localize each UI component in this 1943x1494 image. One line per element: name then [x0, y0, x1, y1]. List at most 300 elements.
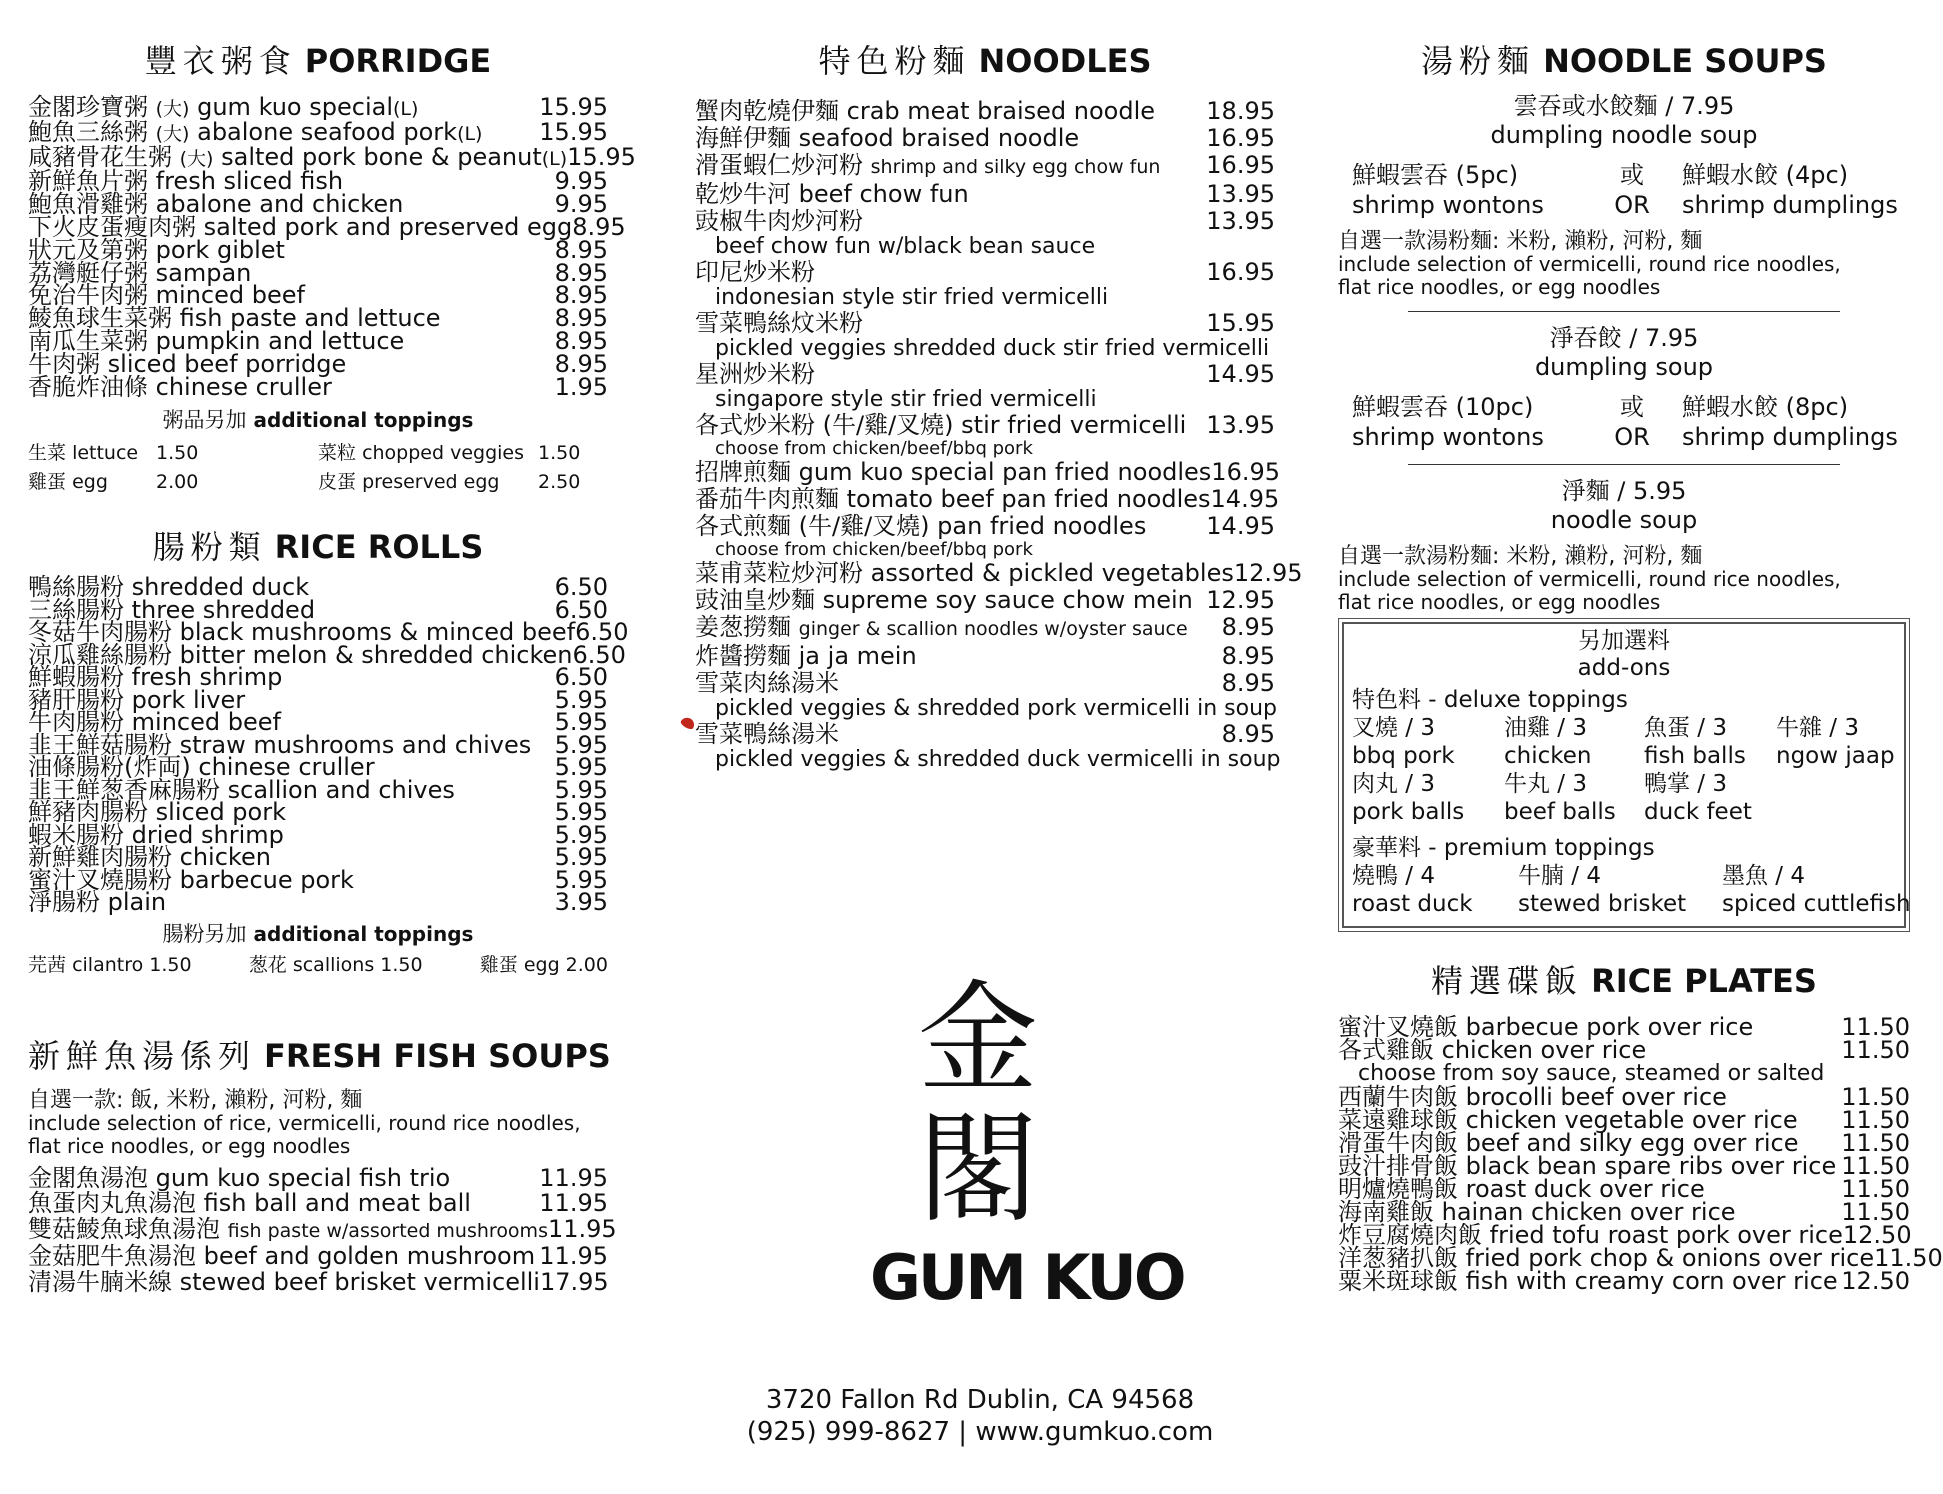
item-name-zh: 各式煎麵 (牛/雞/叉燒)	[695, 512, 930, 540]
dumpling-options	[1352, 160, 1910, 220]
menu-item-row	[695, 513, 1275, 540]
item-name-en: gum kuo special	[197, 93, 393, 121]
item-name-zh: 鮑魚三絲粥	[28, 117, 148, 146]
item-name	[28, 1191, 471, 1217]
item-name	[695, 614, 1188, 643]
item-name	[695, 310, 863, 337]
item-name-zh: 雙菇鯪魚球魚湯泡	[28, 1214, 220, 1243]
item-name	[695, 643, 917, 670]
item-price: 16.95	[1211, 458, 1281, 486]
item-name-en: seafood braised noodle	[798, 124, 1080, 152]
item-name	[28, 1244, 535, 1270]
item-name	[695, 486, 1211, 513]
middle-column	[695, 0, 1303, 772]
topping-item	[480, 950, 608, 977]
item-price: 13.95	[1206, 207, 1275, 235]
item-price: 15.95	[567, 142, 636, 171]
topping-item	[249, 950, 423, 977]
item-name-en: hainan chicken over rice	[1441, 1198, 1736, 1226]
item-name	[695, 98, 1155, 125]
noodle-soups-title-zh: 湯粉麵	[1421, 42, 1536, 80]
item-price: 11.50	[1841, 1106, 1910, 1134]
item-name-en: fried pork chop & onions over rice	[1465, 1244, 1875, 1272]
item-name-zh: 洋葱豬扒飯	[1338, 1244, 1458, 1272]
item-price: 8.95	[554, 258, 608, 287]
option1-zh: 鮮蝦雲吞 (5pc)	[1352, 161, 1519, 189]
fish-soups-note-zh: 自選一款: 飯, 米粉, 瀨粉, 河粉, 麵	[28, 1087, 363, 1113]
noodles-title-en: NOODLES	[978, 42, 1152, 80]
item-price: 8.95	[572, 212, 626, 241]
item-name-en: pork giblet	[155, 235, 285, 264]
menu-item-row	[28, 372, 608, 401]
menu-item-row	[695, 485, 1280, 513]
left-column	[28, 0, 636, 1296]
item-price: 11.50	[1841, 1152, 1910, 1180]
item-description: choose from soy sauce, steamed or salted	[1358, 1061, 1825, 1086]
premium-topping	[1352, 862, 1518, 918]
item-name	[28, 372, 332, 401]
item-price: 11.50	[1841, 1175, 1910, 1203]
deluxe-topping	[1644, 770, 1776, 826]
or-en: OR	[1614, 423, 1650, 451]
porridge-title-en: PORRIDGE	[304, 42, 492, 80]
topping-en: beef balls	[1504, 799, 1616, 825]
topping-item	[28, 440, 318, 467]
item-name	[695, 361, 815, 388]
item-name-en: brocolli beef over rice	[1465, 1083, 1727, 1111]
topping-name-zh: 雞蛋	[28, 471, 67, 494]
item-name-zh: 菜甫菜粒炒河粉	[695, 559, 863, 587]
item-name-en: tomato beef pan fried noodles	[846, 485, 1211, 513]
noodle-soups-title-en: NOODLE SOUPS	[1543, 42, 1827, 80]
item-price: 11.50	[1841, 1198, 1910, 1226]
item-price: 15.95	[1206, 309, 1275, 337]
item-name-en: abalone seafood pork	[197, 117, 458, 146]
topping-zh: 牛丸 / 3	[1504, 771, 1588, 797]
item-description: indonesian style stir fried vermicelli	[715, 285, 1109, 310]
item-price: 5.95	[554, 708, 608, 737]
item-name-zh: 鴨絲腸粉	[28, 573, 124, 602]
option2-zh: 鮮蝦水餃 (8pc)	[1682, 393, 1849, 421]
item-price: 11.50	[1841, 1013, 1910, 1041]
item-name-en: stewed beef brisket vermicelli	[179, 1267, 540, 1296]
topping-zh: 叉燒 / 3	[1352, 715, 1436, 741]
option2-en: shrimp dumplings	[1682, 191, 1898, 219]
item-price: 11.50	[1841, 1036, 1910, 1064]
item-price: 14.95	[1210, 485, 1280, 513]
item-price: 5.95	[554, 820, 608, 849]
item-name-en: straw mushrooms and chives	[179, 730, 532, 759]
topping-item	[318, 469, 608, 496]
logo	[870, 970, 1184, 1314]
item-description: beef chow fun w/black bean sauce	[715, 234, 1096, 259]
item-name-zh: 牛肉粥	[28, 349, 100, 378]
item-name-zh: 免治牛肉粥	[28, 281, 148, 310]
topping-name-en: scallions	[292, 953, 375, 976]
item-size-en: (L)	[541, 147, 568, 170]
item-name-en: black bean spare ribs over rice	[1465, 1152, 1837, 1180]
item-name	[1338, 1267, 1838, 1295]
item-price: 5.95	[554, 753, 608, 782]
item-name-zh: 蟹肉乾燒伊麵	[695, 97, 839, 125]
item-price: 14.95	[1206, 360, 1275, 388]
item-name-en: gum kuo special fish trio	[155, 1163, 451, 1192]
item-name-en: abalone and chicken	[155, 190, 404, 219]
topping-name-zh: 生菜	[28, 442, 67, 465]
item-price: 12.95	[1233, 559, 1303, 587]
deluxe-topping	[1504, 714, 1644, 770]
item-price: 15.95	[539, 93, 608, 121]
item-name-en: fish ball and meat ball	[203, 1189, 471, 1218]
group-head-zh: 淨麵 / 5.95	[1561, 477, 1687, 505]
item-size-zh: (大)	[155, 122, 190, 145]
item-price: 5.95	[554, 865, 608, 894]
item-price: 6.50	[572, 640, 626, 669]
porridge-toppings-title-en: additional toppings	[253, 408, 474, 433]
item-name-zh: 雪菜鴨絲炆米粉	[695, 309, 863, 337]
group-note-en2: flat rice noodles, or egg noodles	[1338, 590, 1661, 614]
item-price: 8.95	[1221, 720, 1275, 748]
menu-item-row	[695, 181, 1275, 208]
topping-price: 2.50	[538, 471, 581, 494]
item-name-zh: 涼瓜雞絲腸粉	[28, 640, 172, 669]
item-name	[1338, 1036, 1647, 1064]
item-size-zh: (大)	[179, 147, 214, 170]
item-price: 5.95	[554, 798, 608, 827]
fish-soups-list	[28, 1163, 617, 1296]
rice-plates-title	[1338, 956, 1910, 1002]
item-name-en: chicken vegetable over rice	[1465, 1106, 1798, 1134]
item-name-en: pumpkin and lettuce	[155, 326, 405, 355]
item-name	[695, 721, 839, 748]
option1-en: shrimp wontons	[1352, 191, 1544, 219]
item-price: 8.95	[1221, 613, 1275, 641]
topping-en: spiced cuttlefish	[1722, 891, 1911, 917]
rolls-toppings-title	[28, 918, 608, 948]
item-name-en: beef chow fun	[798, 180, 969, 208]
menu-item-row	[695, 670, 1275, 697]
item-name-en: fried tofu roast pork over rice	[1489, 1221, 1843, 1249]
item-name-zh: 荔灣艇仔粥	[28, 258, 148, 287]
deluxe-topping	[1504, 770, 1644, 826]
menu-item-row	[695, 458, 1281, 486]
item-name-en: fish with creamy corn over rice	[1465, 1267, 1838, 1295]
item-name-en: bitter melon & shredded chicken	[179, 640, 573, 669]
item-name-zh: 新鮮雞肉腸粉	[28, 843, 172, 872]
item-name-en: shrimp and silky egg chow fun	[870, 156, 1161, 178]
topping-name	[28, 440, 156, 467]
topping-zh: 魚蛋 / 3	[1644, 715, 1728, 741]
topping-name-en: preserved egg	[362, 471, 500, 494]
item-name-zh: 海南雞飯	[1338, 1198, 1434, 1226]
topping-zh: 肉丸 / 3	[1352, 771, 1436, 797]
menu-item-row	[695, 310, 1275, 337]
group-note-en1: include selection of vermicelli, round rice noodles,	[1338, 567, 1841, 591]
group-head-en: dumpling soup	[1534, 353, 1714, 381]
deluxe-toppings	[1352, 714, 1896, 826]
topping-name-zh: 菜粒	[318, 442, 357, 465]
item-price: 16.95	[1206, 124, 1275, 152]
topping-en: roast duck	[1352, 891, 1473, 917]
item-name-zh: 金閣魚湯泡	[28, 1163, 148, 1192]
item-price: 11.95	[547, 1214, 617, 1243]
menu-item-row	[28, 1163, 608, 1192]
item-name-zh: 各式炒米粉 (牛/雞/叉燒)	[695, 411, 954, 439]
topping-price: 1.50	[380, 953, 423, 976]
item-name-zh: 豬肝腸粉	[28, 685, 124, 714]
item-price: 15.95	[539, 117, 608, 146]
item-name-zh: 菜遠雞球飯	[1338, 1106, 1458, 1134]
noodle-soup-group	[1338, 92, 1910, 299]
spicy-chili-icon	[679, 715, 696, 731]
item-price: 17.95	[539, 1267, 609, 1296]
noodle-soup-group	[1338, 324, 1910, 452]
item-price: 6.50	[575, 618, 629, 647]
group-note	[1338, 230, 1910, 299]
topping-item	[318, 440, 608, 467]
item-price: 5.95	[554, 685, 608, 714]
item-name-en: salted pork bone & peanut	[221, 142, 542, 171]
item-description: choose from chicken/beef/bbq pork	[715, 438, 1033, 459]
group-note-zh: 自選一款湯粉麵: 米粉, 瀨粉, 河粉, 麵	[1338, 544, 1703, 569]
topping-item	[28, 469, 318, 496]
topping-zh: 燒鴨 / 4	[1352, 863, 1436, 889]
item-price: 12.95	[1206, 586, 1275, 614]
premium-topping	[1518, 862, 1722, 918]
option1-en: shrimp wontons	[1352, 423, 1544, 451]
item-name-zh: 清湯牛腩米線	[28, 1267, 172, 1296]
item-name-en: fish paste and lettuce	[179, 304, 441, 333]
item-price: 6.50	[554, 573, 608, 602]
menu-item-row	[695, 614, 1275, 643]
item-price: 6.50	[554, 663, 608, 692]
fish-soups-note-en2: flat rice noodles, or egg noodles	[28, 1133, 351, 1158]
item-name-zh: 姜葱撈麵	[695, 613, 791, 641]
menu-item-row	[28, 1191, 608, 1217]
item-price: 14.95	[1206, 512, 1275, 540]
fish-soups-note	[28, 1089, 608, 1158]
item-price: 8.95	[554, 235, 608, 264]
porridge-title	[28, 36, 608, 82]
topping-name	[318, 469, 538, 496]
deluxe-topping	[1776, 714, 1896, 770]
item-name-en: chinese cruller	[155, 372, 332, 401]
premium-topping	[1722, 862, 1911, 918]
item-price: 1.95	[554, 372, 608, 401]
item-name-en: scallion and chives	[227, 775, 455, 804]
dumpling-options	[1352, 392, 1910, 452]
topping-name-zh: 皮蛋	[318, 471, 357, 494]
rolls-toppings-title-en: additional toppings	[253, 921, 474, 946]
topping-price: 2.00	[565, 953, 608, 976]
porridge-title-zh: 豐衣粥食	[144, 42, 297, 80]
group-head-zh: 雲吞或水餃麵 / 7.95	[1513, 92, 1735, 120]
topping-price: 1.50	[538, 442, 581, 465]
group-note	[1338, 545, 1910, 614]
porridge-toppings-title	[28, 404, 608, 434]
item-name-en: sampan	[155, 258, 252, 287]
item-description: pickled veggies shredded duck stir fried vermicelli	[715, 336, 1270, 361]
item-name-zh: 狀元及第粥	[28, 235, 148, 264]
topping-zh: 鴨掌 / 3	[1644, 771, 1728, 797]
topping-name-en: egg	[72, 471, 108, 494]
menu-item-row	[695, 98, 1275, 125]
item-name-en: ja ja mein	[798, 642, 917, 670]
menu-item-row	[695, 587, 1275, 614]
fish-soups-title	[28, 1031, 611, 1077]
item-name-zh: 香脆炸油條	[28, 372, 148, 401]
item-name-en: supreme soy sauce chow mein	[822, 586, 1193, 614]
phone-website[interactable]: (925) 999-8627 | www.gumkuo.com	[746, 1417, 1214, 1447]
group-head-zh: 淨吞餃 / 7.95	[1549, 324, 1699, 352]
topping-price: 1.50	[149, 953, 192, 976]
item-name-en: shredded duck	[131, 573, 310, 602]
item-name-zh: 鮑魚滑雞粥	[28, 190, 148, 219]
addons-title-zh: 另加選料	[1578, 628, 1670, 654]
item-price: 11.50	[1874, 1244, 1943, 1272]
menu-item-row	[28, 1244, 608, 1270]
porridge-toppings	[28, 440, 608, 496]
menu-item-row	[695, 125, 1275, 152]
or-zh: 或	[1620, 161, 1644, 189]
menu-item-row	[28, 888, 608, 917]
item-name-zh: 魚蛋肉丸魚湯泡	[28, 1189, 196, 1218]
rice-plates-title-en: RICE PLATES	[1591, 962, 1817, 1000]
topping-name	[28, 469, 156, 496]
item-name-zh: 牛肉腸粉	[28, 708, 124, 737]
or-zh: 或	[1620, 393, 1644, 421]
item-name-zh: 鮮豬肉腸粉	[28, 798, 148, 827]
item-price: 13.95	[1206, 411, 1275, 439]
item-name-zh: 炸豆腐燒肉飯	[1338, 1221, 1482, 1249]
topping-item	[28, 950, 192, 977]
item-name-zh: 蝦米腸粉	[28, 820, 124, 849]
item-name-en: beef and silky egg over rice	[1465, 1129, 1799, 1157]
item-name-en: beef and golden mushroom	[203, 1242, 536, 1271]
topping-price: 2.00	[156, 471, 199, 494]
item-price: 8.95	[554, 326, 608, 355]
item-name-zh: 明爐燒鴨飯	[1338, 1175, 1458, 1203]
item-name-zh: 雪菜肉絲湯米	[695, 669, 839, 697]
topping-en: duck feet	[1644, 799, 1752, 825]
item-price: 12.50	[1842, 1221, 1912, 1249]
item-price: 3.95	[554, 888, 608, 917]
item-name	[695, 208, 863, 235]
item-price: 18.95	[1206, 97, 1275, 125]
item-name	[695, 560, 1234, 587]
item-name-zh: 淨腸粉	[28, 888, 100, 917]
item-name-zh: 招牌煎麵	[695, 458, 791, 486]
item-name-en: chicken	[179, 843, 271, 872]
menu-item-row	[28, 1214, 617, 1245]
noodle-soups-title	[1338, 36, 1910, 82]
item-name-en: sliced beef porridge	[107, 349, 347, 378]
item-price: 16.95	[1206, 258, 1275, 286]
deluxe-topping	[1644, 714, 1776, 770]
deluxe-toppings-head: 特色料 - deluxe toppings	[1352, 687, 1628, 713]
item-name-zh: 冬菇牛肉腸粉	[28, 618, 172, 647]
item-name-zh: 西蘭牛肉飯	[1338, 1083, 1458, 1111]
topping-name-zh: 雞蛋	[479, 953, 518, 976]
group-note-en2: flat rice noodles, or egg noodles	[1338, 275, 1661, 299]
rice-rolls-title-zh: 腸粉類	[152, 528, 267, 567]
item-description: choose from chicken/beef/bbq pork	[715, 539, 1033, 560]
address: 3720 Fallon Rd Dublin, CA 94568	[765, 1385, 1195, 1415]
topping-zh: 油雞 / 3	[1504, 715, 1588, 741]
fish-soups-title-zh: 新鮮魚湯係列	[28, 1036, 257, 1075]
rolls-toppings	[28, 950, 608, 977]
rolls-toppings-title-zh: 腸粉另加	[162, 921, 247, 946]
item-price: 9.95	[554, 167, 608, 196]
item-name-en: minced beef	[131, 708, 281, 737]
topping-name-en: chopped veggies	[362, 442, 525, 465]
item-name-zh: 粟米斑球飯	[1338, 1267, 1458, 1295]
item-price: 13.95	[1206, 180, 1275, 208]
topping-name-en: lettuce	[72, 442, 139, 465]
fish-soups-title-en: FRESH FISH SOUPS	[264, 1036, 611, 1075]
noodles-list	[695, 97, 1303, 772]
porridge-list	[28, 93, 636, 401]
item-name-en: black mushrooms & minced beef	[179, 618, 576, 647]
item-name-zh: 下火皮蛋瘦肉粥	[28, 212, 196, 241]
item-name-zh: 乾炒牛河	[695, 180, 791, 208]
topping-name-en: egg	[523, 953, 560, 976]
or-en: OR	[1614, 191, 1650, 219]
item-price: 6.50	[554, 595, 608, 624]
noodle-soups-groups	[1338, 92, 1910, 614]
menu-item-row	[695, 559, 1303, 587]
item-name	[695, 587, 1193, 614]
item-name-zh: 新鮮魚片粥	[28, 167, 148, 196]
item-price: 12.50	[1841, 1267, 1910, 1295]
item-name-zh: 蜜汁叉燒飯	[1338, 1013, 1458, 1041]
menu-item-row	[1338, 1036, 1910, 1064]
item-name-en: plain	[107, 888, 167, 917]
menu-item-row	[695, 152, 1275, 181]
item-price: 5.95	[554, 775, 608, 804]
item-name	[28, 1267, 540, 1296]
addons-title-en: add-ons	[1577, 655, 1671, 681]
item-name-zh: 豉椒牛肉炒河粉	[695, 207, 863, 235]
item-name-en: sliced pork	[155, 798, 286, 827]
topping-zh: 牛腩 / 4	[1518, 863, 1602, 889]
premium-toppings-head: 豪華料 - premium toppings	[1352, 835, 1655, 861]
item-size-en: (L)	[457, 122, 483, 145]
logo-zh: 金閣	[918, 970, 1042, 1239]
topping-name-zh: 芫茜	[28, 953, 67, 976]
addons-box	[1342, 622, 1911, 928]
item-name-zh: 豉油皇炒麵	[695, 586, 815, 614]
item-price: 11.95	[539, 1189, 608, 1218]
item-name	[695, 412, 1186, 439]
rice-rolls-title-en: RICE ROLLS	[274, 528, 484, 567]
item-name-en: fresh shrimp	[131, 663, 283, 692]
topping-en: fish balls	[1644, 743, 1746, 769]
porridge-toppings-title-zh: 粥品另加	[162, 408, 247, 433]
item-name	[28, 888, 167, 917]
topping-zh: 牛雜 / 3	[1776, 715, 1860, 741]
premium-toppings	[1352, 862, 1911, 918]
option2-en: shrimp dumplings	[1682, 423, 1898, 451]
item-description: pickled veggies & shredded duck vermicelli in soup	[715, 747, 1281, 772]
topping-en: bbq pork	[1352, 743, 1455, 769]
item-name-en: assorted & pickled vegetables	[870, 559, 1234, 587]
menu-item-row	[695, 208, 1275, 235]
item-price: 8.95	[1221, 669, 1275, 697]
item-description: singapore style stir fried vermicelli	[715, 387, 1097, 412]
item-name-zh: 鮮蝦腸粉	[28, 663, 124, 692]
rice-plates-title-zh: 精選碟飯	[1431, 962, 1584, 1000]
